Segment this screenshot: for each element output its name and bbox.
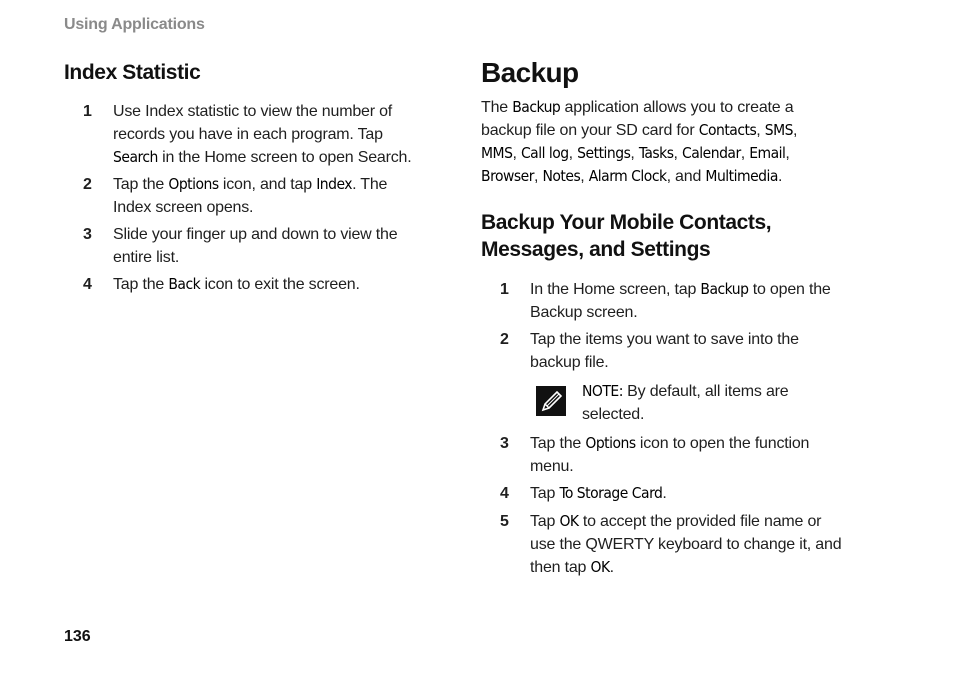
para-line: MMS, Call log, Settings, Tasks, Calendar, Email, xyxy=(481,144,790,162)
text: . The xyxy=(352,176,388,193)
keyword: Backup xyxy=(512,98,561,116)
step-number: 3 xyxy=(500,435,509,452)
step-number: 2 xyxy=(83,176,92,193)
list-item xyxy=(83,173,453,221)
page-number: 136 xyxy=(64,628,91,645)
list-item xyxy=(500,328,870,376)
keyword: Email xyxy=(749,144,786,162)
para-line: backup file on your SD card for Contacts, SMS, xyxy=(481,121,798,139)
text: in the Home screen to open Search. xyxy=(157,149,412,166)
text: Tap the xyxy=(113,176,169,193)
list-item xyxy=(83,273,453,297)
keyword: MMS xyxy=(481,144,513,162)
keyword: SMS xyxy=(764,121,793,139)
step-line: menu. xyxy=(530,458,574,475)
step-line: then tap OK. xyxy=(530,558,614,576)
step-number: 2 xyxy=(500,331,509,348)
step-line: Index screen opens. xyxy=(113,199,254,216)
keyword: Notes xyxy=(542,167,581,185)
step-text xyxy=(113,100,412,169)
step-text xyxy=(530,510,841,579)
note-label: NOTE: xyxy=(582,382,623,400)
keyword: Index xyxy=(316,175,353,193)
keyword: Settings xyxy=(577,144,631,162)
keyword: Multimedia xyxy=(705,167,778,185)
step-number: 3 xyxy=(83,226,92,243)
keyword: Call log xyxy=(520,144,569,162)
text: icon to exit the screen. xyxy=(200,276,360,293)
keyword: Browser xyxy=(481,167,534,185)
list-item xyxy=(83,100,453,170)
note-line: selected. xyxy=(582,406,645,423)
subsection-title xyxy=(481,209,771,263)
keyword: Alarm Clock xyxy=(588,167,667,185)
keyword: Options xyxy=(168,175,219,193)
text: Tap the xyxy=(113,276,169,293)
step-line xyxy=(113,146,412,169)
step-line: Use Index statistic to view the number of xyxy=(113,103,393,120)
para-line: The Backup application allows you to create a xyxy=(481,98,794,116)
keyword: OK xyxy=(559,512,579,530)
step-number: 4 xyxy=(500,485,509,502)
step-number: 1 xyxy=(83,103,92,120)
note-line: NOTE: By default, all items are xyxy=(582,382,789,400)
section-title-backup: Backup xyxy=(481,57,579,88)
step-line: Backup screen. xyxy=(530,304,638,321)
step-number: 1 xyxy=(500,281,509,298)
list-item xyxy=(500,482,870,506)
keyword: OK xyxy=(590,558,610,576)
step-text xyxy=(113,273,360,296)
intro-paragraph xyxy=(481,96,861,188)
keyword: Contacts xyxy=(698,121,757,139)
keyword: Backup xyxy=(700,280,749,298)
step-number: 4 xyxy=(83,276,92,293)
keyword: Options xyxy=(585,434,636,452)
note-text xyxy=(582,380,862,426)
step-line: In the Home screen, tap Backup to open the xyxy=(530,280,831,298)
step-number: 5 xyxy=(500,513,509,530)
step-line: entire list. xyxy=(113,249,180,266)
step-line: records you have in each program. Tap xyxy=(113,126,383,143)
list-item xyxy=(500,278,870,326)
running-header: Using Applications xyxy=(64,16,205,33)
step-line: Tap OK to accept the provided file name or xyxy=(530,512,822,530)
step-text xyxy=(113,223,397,269)
step-text xyxy=(113,173,387,219)
step-line: Tap the Options icon to open the function xyxy=(530,434,810,452)
list-item xyxy=(500,432,870,480)
keyword: To Storage Card xyxy=(559,484,663,502)
keyword: Search xyxy=(113,148,158,166)
subtitle-line: Messages, and Settings xyxy=(481,238,711,261)
step-text xyxy=(530,432,809,478)
para-line: Browser, Notes, Alarm Clock, and Multimedia. xyxy=(481,167,783,185)
list-item xyxy=(500,510,870,580)
list-item xyxy=(83,223,453,271)
step-line: Slide your finger up and down to view the xyxy=(113,226,398,243)
step-text xyxy=(530,482,667,505)
keyword: Tasks xyxy=(638,144,674,162)
step-line: Tap To Storage Card. xyxy=(530,484,667,502)
text: icon, and tap xyxy=(218,176,317,193)
subtitle-line: Backup Your Mobile Contacts, xyxy=(481,211,772,234)
step-line xyxy=(113,273,360,296)
step-line: use the QWERTY keyboard to change it, and xyxy=(530,536,842,553)
step-line: backup file. xyxy=(530,354,609,371)
step-text xyxy=(530,328,799,374)
keyword: Back xyxy=(168,275,201,293)
step-line xyxy=(113,173,387,196)
section-title-index-statistic: Index Statistic xyxy=(64,61,201,84)
step-text xyxy=(530,278,831,324)
note-pencil-icon xyxy=(536,386,566,416)
keyword: Calendar xyxy=(681,144,741,162)
step-line: Tap the items you want to save into the xyxy=(530,331,799,348)
